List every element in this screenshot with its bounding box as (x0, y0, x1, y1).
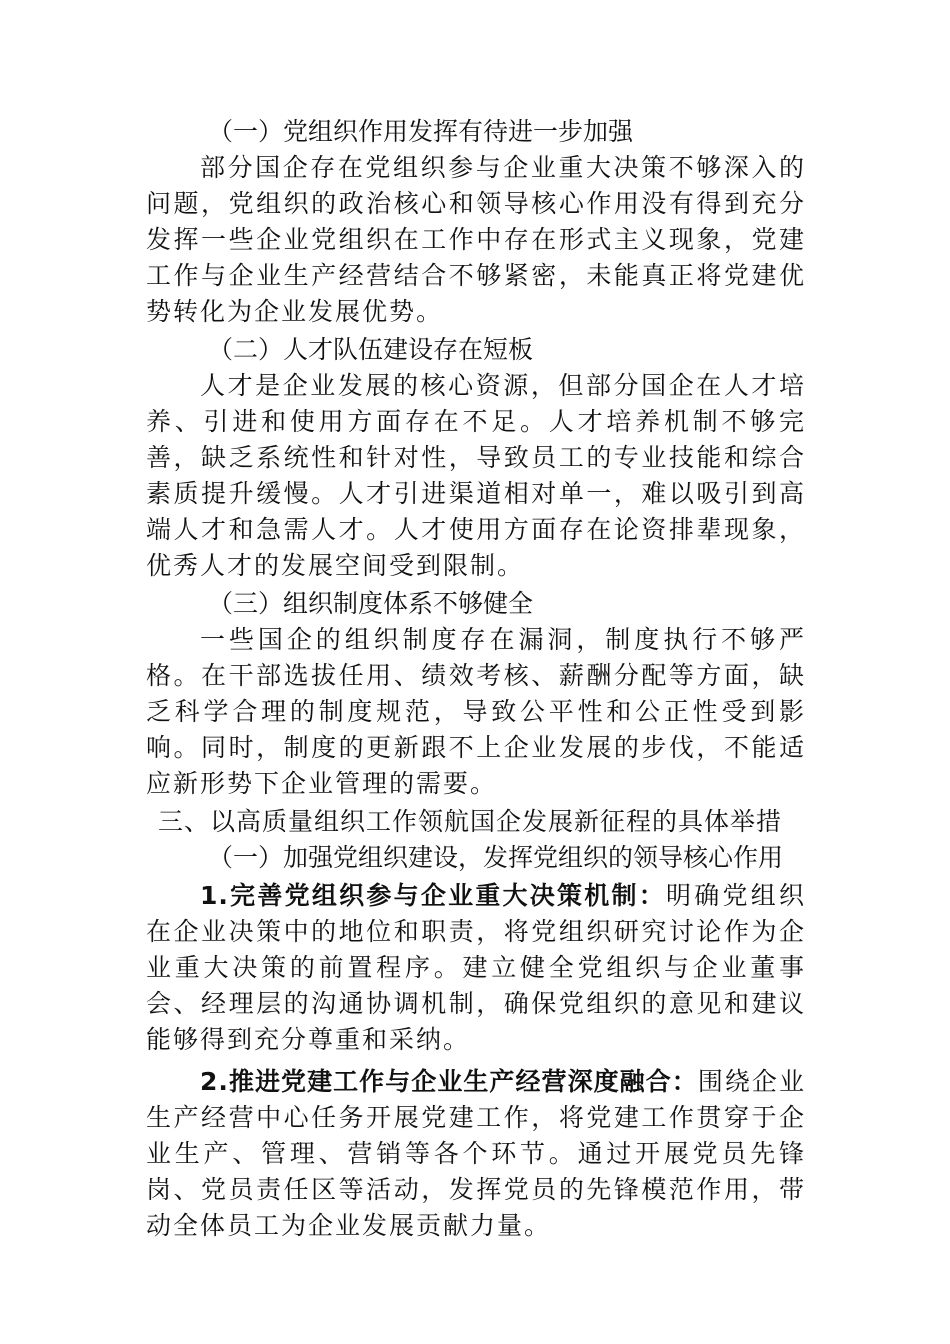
list-item-1-lead: 1.完善党组织参与企业重大决策机制： (200, 881, 667, 910)
subheading-3: （三）组织制度体系不够健全 (208, 589, 534, 618)
paragraph-2: 人才是企业发展的核心资源，但部分国企在人才培养、引进和使用方面存在不足。人才培养机制不够完善，缺乏系统性和针对性，导致员工的专业技能和综合素质提升缓慢。人才引进渠道相对单一，难以吸引到高端人才和急需人才。人才使用方面存在论资排辈现象，优秀人才的发展空间受到限制。 (146, 371, 806, 580)
list-item-2 (146, 1064, 806, 1244)
section-title: 三、以高质量组织工作领航国企发展新征程的具体举措 (158, 807, 783, 836)
list-item-2-body: 围绕企业生产经营中心任务开展党建工作，将党建工作贯穿于企业生产、管理、营销等各个环节。通过开展党员先锋岗、党员责任区等活动，发挥党员的先锋模范作用，带动全体员工为企业发展贡献力量。 (146, 1067, 806, 1240)
paragraph-1: 部分国企存在党组织参与企业重大决策不够深入的问题，党组织的政治核心和领导核心作用没有得到充分发挥一些企业党组织在工作中存在形式主义现象，党建工作与企业生产经营结合不够紧密，未能真正将党建优势转化为企业发展优势。 (146, 153, 806, 326)
list-item-2-lead: 2.推进党建工作与企业生产经营深度融合： (200, 1067, 698, 1096)
subheading-2: （二）人才队伍建设存在短板 (208, 335, 534, 364)
list-item-1 (146, 878, 806, 1058)
list-item-1-body: 明确党组织在企业决策中的地位和职责，将党组织研究讨论作为企业重大决策的前置程序。建立健全党组织与企业董事会、经理层的沟通协调机制，确保党组织的意见和建议能够得到充分尊重和采纳。 (146, 881, 806, 1054)
subheading-1: （一）党组织作用发挥有待进一步加强 (208, 117, 634, 146)
paragraph-3: 一些国企的组织制度存在漏洞，制度执行不够严格。在干部选拔任用、绩效考核、薪酬分配等方面，缺乏科学合理的制度规范，导致公平性和公正性受到影响。同时，制度的更新跟不上企业发展的步伐，不能适应新形势下企业管理的需要。 (146, 625, 806, 798)
subheading-4: （一）加强党组织建设，发挥党组织的领导核心作用 (208, 843, 784, 872)
document-body (146, 114, 806, 1244)
